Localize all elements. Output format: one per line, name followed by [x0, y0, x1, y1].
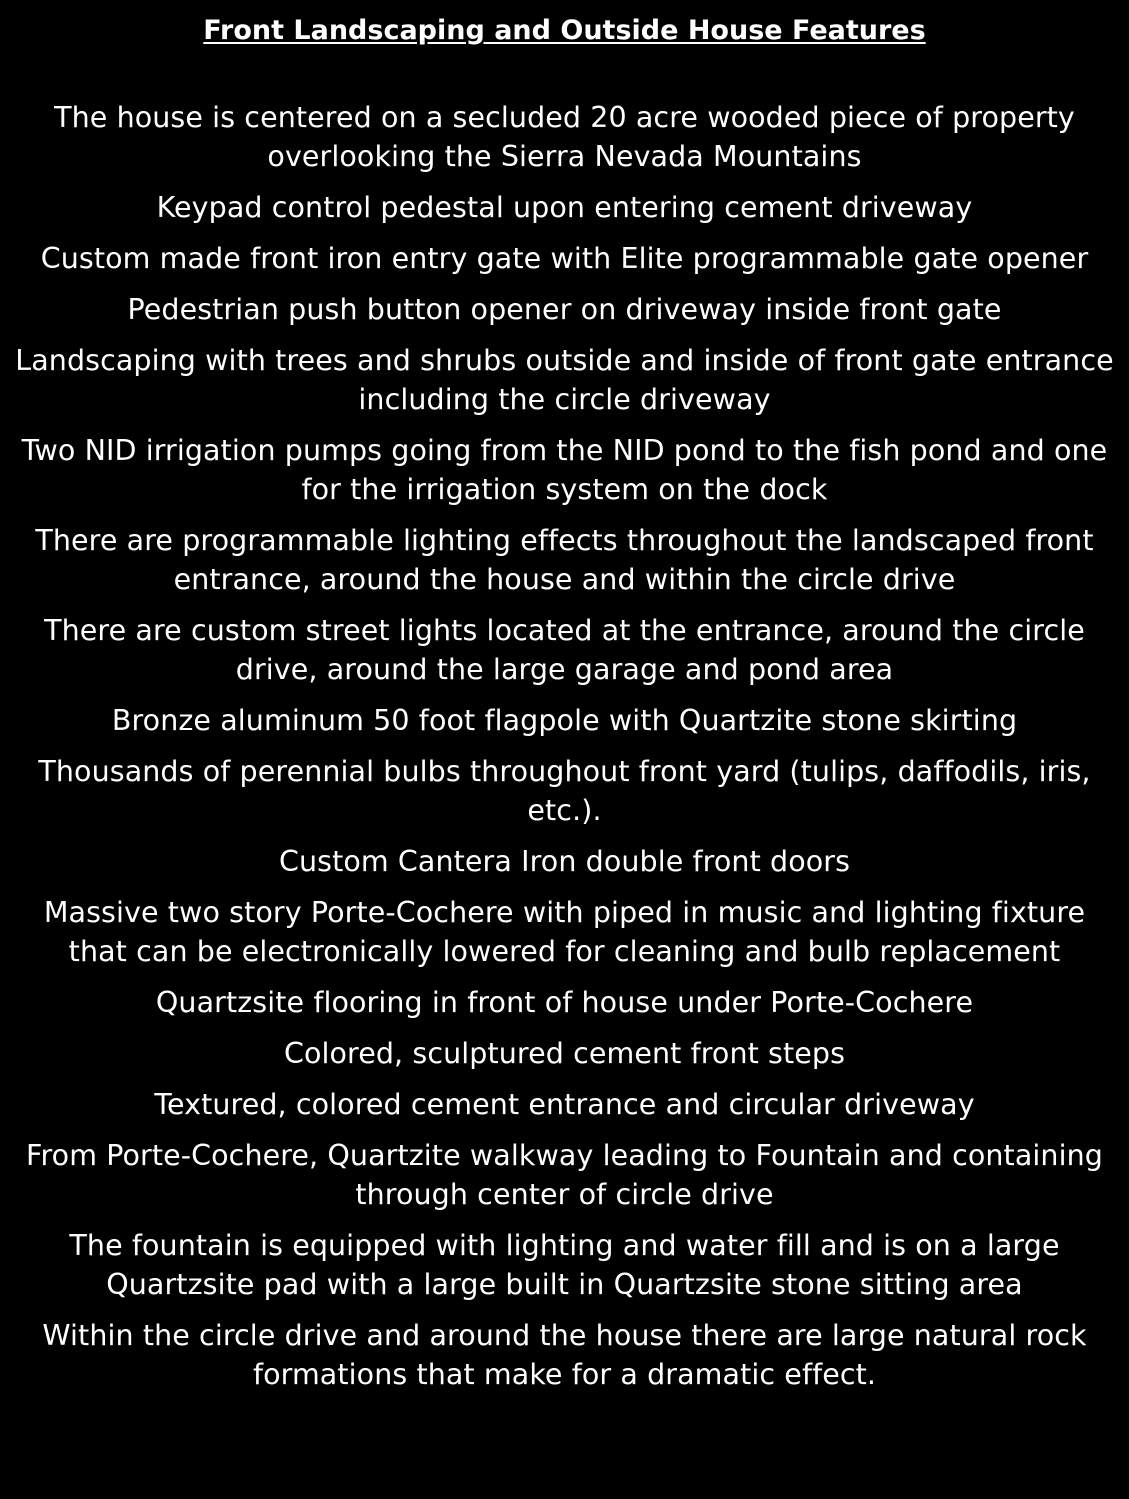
feature-item: Colored, sculptured cement front steps — [283, 1037, 846, 1070]
feature-list — [14, 98, 1115, 1394]
feature-item: Keypad control pedestal upon entering cement driveway — [156, 191, 973, 224]
feature-item: Two NID irrigation pumps going from the NID pond to the fish pond and one for the irrigation system on the dock — [21, 434, 1108, 506]
feature-item: The house is centered on a secluded 20 acre wooded piece of property overlooking the Sierra Nevada Mountains — [54, 101, 1075, 173]
feature-item: There are programmable lighting effects throughout the landscaped front entrance, around the house and within the circle drive — [35, 524, 1094, 596]
feature-item: From Porte-Cochere, Quartzite walkway leading to Fountain and containing through center of circle drive — [26, 1139, 1103, 1211]
feature-item: Bronze aluminum 50 foot flagpole with Quartzite stone skirting — [111, 704, 1018, 737]
feature-item: Custom made front iron entry gate with Elite programmable gate opener — [40, 242, 1089, 275]
feature-item: Within the circle drive and around the house there are large natural rock formations that make for a dramatic effect. — [42, 1319, 1087, 1391]
feature-item: Massive two story Porte-Cochere with piped in music and lighting fixture that can be electronically lowered for cleaning and bulb replacement — [43, 896, 1086, 968]
feature-item: The fountain is equipped with lighting and water fill and is on a large Quartzsite pad with a large built in Quartzsite stone sitting area — [69, 1229, 1060, 1301]
feature-item: There are custom street lights located at the entrance, around the circle drive, around the large garage and pond area — [44, 614, 1085, 686]
feature-item: Quartzsite flooring in front of house under Porte-Cochere — [155, 986, 974, 1019]
feature-item: Pedestrian push button opener on driveway inside front gate — [127, 293, 1002, 326]
feature-item: Custom Cantera Iron double front doors — [278, 845, 851, 878]
page-title: Front Landscaping and Outside House Features — [203, 15, 926, 46]
feature-item: Landscaping with trees and shrubs outside and inside of front gate entrance including the circle driveway — [15, 344, 1114, 416]
feature-item: Thousands of perennial bulbs throughout front yard (tulips, daffodils, iris, etc.). — [38, 755, 1091, 827]
feature-item: Textured, colored cement entrance and circular driveway — [154, 1088, 975, 1121]
